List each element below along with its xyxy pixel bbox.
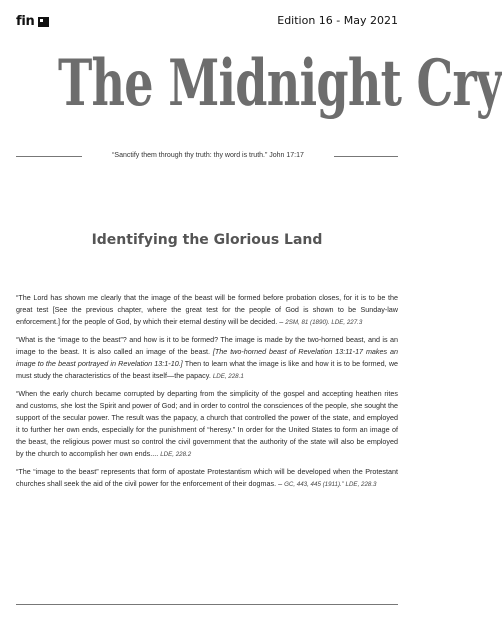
tagline-row (16, 150, 398, 162)
article-title: Identifying the Glorious Land (91, 232, 323, 248)
bottom-divider (16, 604, 398, 605)
tagline: “Sanctify them through thy truth: thy word is truth.” John 17:17 (112, 152, 304, 159)
paragraph (16, 334, 398, 383)
logo-text: fin (16, 14, 35, 29)
tagline-divider-right (334, 156, 398, 157)
paragraph-text: “The Lord has shown me clearly that the image of the beast will be formed before probation closes, for it is to be the great test [See the previous chapter, where the great test for the people of God is shown to be Sunday-law enforcement.] for the people of God, by which their eternal destiny will be decided. – (16, 293, 398, 326)
edition-label: Edition 16 - May 2021 (277, 14, 398, 27)
tagline-divider-left (16, 156, 82, 157)
paragraph-text: “What is the “image to the beast”? and how is it to be formed? The image is made by the two-horned beast, and is an image to the beast. It is also called an image of the beast. (16, 335, 398, 356)
paragraph (16, 388, 398, 461)
reference: LDE, 228.1 (212, 373, 244, 380)
folder-icon (38, 17, 49, 27)
logo[interactable] (16, 14, 49, 29)
masthead-title: The Midnight Cry (57, 46, 502, 121)
paragraph-text: Then to learn what the image is like and how it is to be formed, we must study the characteristics of the beast itself—the papacy. (16, 359, 399, 380)
paragraph-text: “When the early church became corrupted by departing from the simplicity of the gospel and accepting heathen rites and customs, she lost the Spirit and power of God; and in order to control the consciences of the people, she sought the support of the secular power. The result was the papacy, a church that controlled the power of the state, and employed it to further her own ends, especially for the punishment of “heresy.” In order for the United States to form an image of the beast, the religious power must so control the civil government that the authority of the state will also be employed by the church to accomplish her own ends.... (16, 389, 398, 458)
paragraph-text: “The “image to the beast” represents that form of apostate Protestantism which will be developed when the Protestant churches shall seek the aid of the civil power for the enforcement of their dogmas. – (16, 467, 398, 488)
paragraph (16, 292, 398, 329)
article-body (16, 292, 398, 496)
paragraph-italic-note: [The two-horned beast of Revelation 13:11-17 makes an image to the beast portrayed in Revelation 13:1-10.] (16, 347, 398, 368)
top-bar (16, 14, 398, 30)
reference: 2SM, 81 (1890). LDE, 227.3 (285, 319, 363, 326)
reference: GC, 443, 445 (1911).” LDE, 228.3 (284, 481, 377, 488)
paragraph (16, 466, 398, 491)
reference: LDE, 228.2 (160, 451, 192, 458)
